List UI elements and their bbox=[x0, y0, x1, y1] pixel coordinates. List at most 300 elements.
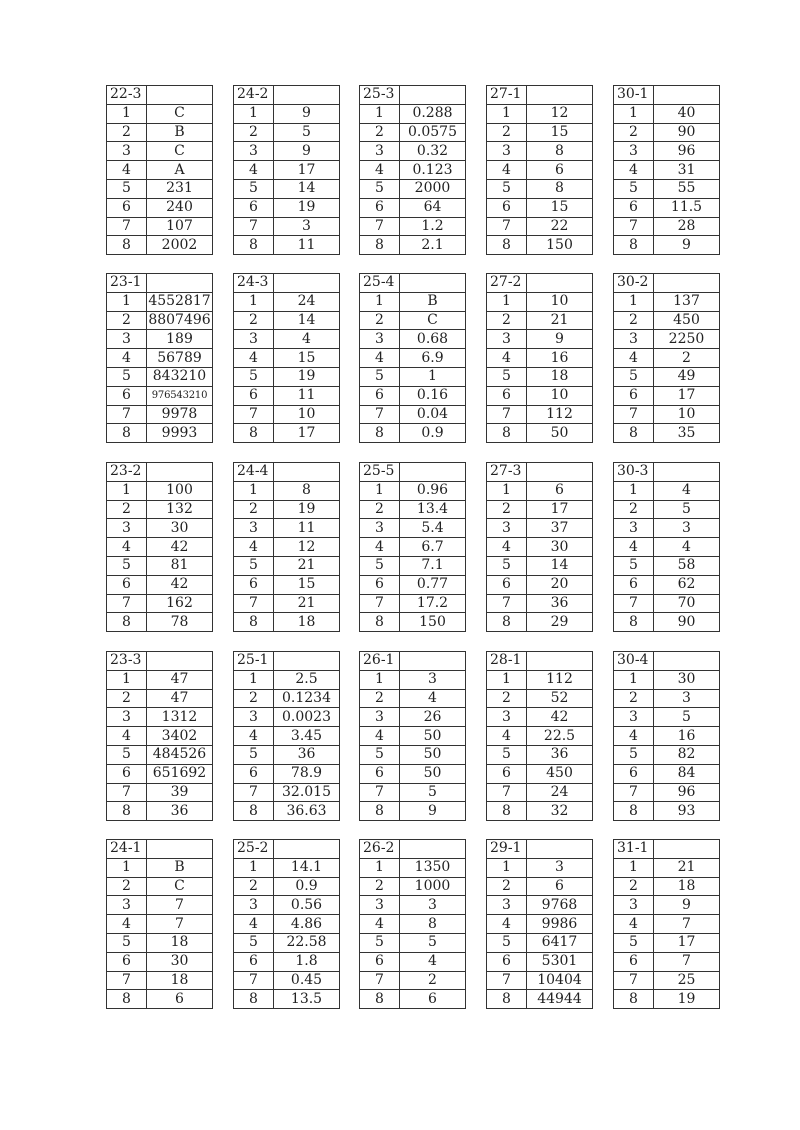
answer-value: 14 bbox=[274, 311, 340, 330]
table-row bbox=[614, 104, 720, 123]
answer-value: 9 bbox=[400, 802, 466, 821]
table-row bbox=[234, 802, 340, 821]
question-number: 5 bbox=[107, 367, 147, 386]
table-row bbox=[487, 367, 593, 386]
question-number: 8 bbox=[360, 424, 400, 443]
answer-table-25-1 bbox=[233, 651, 340, 821]
question-number: 1 bbox=[234, 858, 274, 877]
answer-value: 8 bbox=[274, 481, 340, 500]
table-row bbox=[234, 896, 340, 915]
answer-table-24-4 bbox=[233, 462, 340, 632]
table-row bbox=[234, 594, 340, 613]
answer-value: 5 bbox=[274, 123, 340, 142]
table-header-blank bbox=[654, 840, 720, 859]
answer-value: 30 bbox=[654, 670, 720, 689]
table-row bbox=[234, 198, 340, 217]
table-row bbox=[487, 858, 593, 877]
question-number: 4 bbox=[107, 349, 147, 368]
table-row bbox=[487, 386, 593, 405]
answer-value: 7 bbox=[654, 915, 720, 934]
answer-value: 3 bbox=[274, 217, 340, 236]
table-row bbox=[614, 538, 720, 557]
answer-value: 21 bbox=[274, 556, 340, 575]
answer-value: 32 bbox=[527, 802, 593, 821]
answer-value: 2 bbox=[400, 971, 466, 990]
table-row bbox=[234, 405, 340, 424]
question-number: 7 bbox=[487, 217, 527, 236]
answer-value: 29 bbox=[527, 613, 593, 632]
question-number: 6 bbox=[234, 952, 274, 971]
answer-value: 240 bbox=[147, 198, 213, 217]
answer-value: 15 bbox=[274, 575, 340, 594]
question-number: 2 bbox=[107, 123, 147, 142]
question-number: 3 bbox=[107, 896, 147, 915]
table-row bbox=[107, 575, 213, 594]
question-number: 1 bbox=[487, 481, 527, 500]
table-header-blank bbox=[400, 652, 466, 671]
table-row bbox=[487, 783, 593, 802]
table-row bbox=[360, 161, 466, 180]
question-number: 3 bbox=[614, 142, 654, 161]
table-header-blank bbox=[527, 840, 593, 859]
table-row bbox=[360, 142, 466, 161]
answer-value: 0.0575 bbox=[400, 123, 466, 142]
table-id: 29-1 bbox=[487, 840, 527, 859]
table-id: 30-4 bbox=[614, 652, 654, 671]
answer-value: 10 bbox=[274, 405, 340, 424]
table-row bbox=[487, 179, 593, 198]
question-number: 4 bbox=[614, 727, 654, 746]
table-row bbox=[487, 971, 593, 990]
answer-value: 2002 bbox=[147, 236, 213, 255]
answer-value: 18 bbox=[654, 877, 720, 896]
question-number: 7 bbox=[487, 405, 527, 424]
table-row bbox=[107, 556, 213, 575]
question-number: 2 bbox=[234, 500, 274, 519]
answer-value: 22.58 bbox=[274, 933, 340, 952]
table-row bbox=[487, 104, 593, 123]
question-number: 3 bbox=[107, 708, 147, 727]
question-number: 5 bbox=[360, 933, 400, 952]
answer-value: 6 bbox=[400, 990, 466, 1009]
table-header-blank bbox=[527, 463, 593, 482]
answer-value: 36 bbox=[274, 745, 340, 764]
question-number: 2 bbox=[487, 311, 527, 330]
answer-value: 10 bbox=[654, 405, 720, 424]
question-number: 3 bbox=[234, 896, 274, 915]
question-number: 2 bbox=[487, 689, 527, 708]
answer-table-30-4 bbox=[613, 651, 720, 821]
answer-value: 15 bbox=[274, 349, 340, 368]
answer-value: 7 bbox=[147, 915, 213, 934]
table-header-blank bbox=[400, 274, 466, 293]
question-number: 3 bbox=[487, 896, 527, 915]
question-number: 6 bbox=[107, 386, 147, 405]
table-row bbox=[614, 424, 720, 443]
table-row bbox=[360, 990, 466, 1009]
question-number: 4 bbox=[107, 161, 147, 180]
table-id: 26-1 bbox=[360, 652, 400, 671]
table-row bbox=[234, 745, 340, 764]
answer-value: 6 bbox=[527, 877, 593, 896]
question-number: 5 bbox=[614, 933, 654, 952]
question-number: 4 bbox=[107, 727, 147, 746]
answer-value: 4 bbox=[654, 481, 720, 500]
answer-value: 484526 bbox=[147, 745, 213, 764]
table-row bbox=[234, 783, 340, 802]
table-row bbox=[487, 538, 593, 557]
answer-value: 18 bbox=[274, 613, 340, 632]
question-number: 2 bbox=[360, 311, 400, 330]
question-number: 3 bbox=[487, 708, 527, 727]
question-number: 2 bbox=[360, 123, 400, 142]
table-row bbox=[487, 405, 593, 424]
table-id: 25-4 bbox=[360, 274, 400, 293]
answer-value: 42 bbox=[147, 538, 213, 557]
answer-value: 16 bbox=[654, 727, 720, 746]
question-number: 5 bbox=[360, 556, 400, 575]
question-number: 1 bbox=[487, 670, 527, 689]
answer-value: 3402 bbox=[147, 727, 213, 746]
table-id: 27-1 bbox=[487, 86, 527, 105]
answer-value: 47 bbox=[147, 689, 213, 708]
question-number: 6 bbox=[234, 386, 274, 405]
table-row bbox=[234, 142, 340, 161]
table-row bbox=[487, 236, 593, 255]
table-header-blank bbox=[654, 463, 720, 482]
question-number: 3 bbox=[234, 330, 274, 349]
question-number: 5 bbox=[234, 556, 274, 575]
table-row bbox=[107, 783, 213, 802]
answer-value: 6 bbox=[527, 161, 593, 180]
table-row bbox=[614, 311, 720, 330]
table-row bbox=[487, 161, 593, 180]
table-row bbox=[107, 708, 213, 727]
answer-value: 93 bbox=[654, 802, 720, 821]
answer-value: 17 bbox=[654, 386, 720, 405]
table-row bbox=[107, 594, 213, 613]
question-number: 6 bbox=[487, 952, 527, 971]
question-number: 7 bbox=[614, 405, 654, 424]
question-number: 1 bbox=[360, 670, 400, 689]
answer-value: 19 bbox=[274, 500, 340, 519]
question-number: 3 bbox=[614, 330, 654, 349]
table-header-blank bbox=[654, 274, 720, 293]
table-header-blank bbox=[147, 86, 213, 105]
table-row bbox=[107, 727, 213, 746]
table-row bbox=[614, 161, 720, 180]
answer-value: 2.1 bbox=[400, 236, 466, 255]
answer-value: 1312 bbox=[147, 708, 213, 727]
question-number: 1 bbox=[487, 104, 527, 123]
question-number: 4 bbox=[614, 915, 654, 934]
answer-value: 36 bbox=[147, 802, 213, 821]
table-row bbox=[107, 179, 213, 198]
question-number: 7 bbox=[614, 971, 654, 990]
table-header-blank bbox=[147, 652, 213, 671]
table-row bbox=[360, 575, 466, 594]
table-row bbox=[614, 330, 720, 349]
question-number: 2 bbox=[487, 500, 527, 519]
answer-value: 10404 bbox=[527, 971, 593, 990]
table-row bbox=[487, 311, 593, 330]
answer-value: 82 bbox=[654, 745, 720, 764]
question-number: 8 bbox=[360, 990, 400, 1009]
table-row bbox=[487, 802, 593, 821]
table-row bbox=[614, 689, 720, 708]
answer-value: 30 bbox=[147, 952, 213, 971]
answer-value: 21 bbox=[274, 594, 340, 613]
table-id: 25-2 bbox=[234, 840, 274, 859]
question-number: 6 bbox=[234, 575, 274, 594]
table-row bbox=[487, 198, 593, 217]
question-number: 1 bbox=[234, 292, 274, 311]
answer-value: 25 bbox=[654, 971, 720, 990]
table-row bbox=[234, 990, 340, 1009]
answer-value: 20 bbox=[527, 575, 593, 594]
table-id: 24-1 bbox=[107, 840, 147, 859]
table-row bbox=[614, 236, 720, 255]
answer-value: 26 bbox=[400, 708, 466, 727]
question-number: 5 bbox=[107, 179, 147, 198]
answer-value: 14.1 bbox=[274, 858, 340, 877]
question-number: 1 bbox=[487, 858, 527, 877]
question-number: 7 bbox=[487, 783, 527, 802]
table-row bbox=[107, 405, 213, 424]
table-row bbox=[360, 538, 466, 557]
question-number: 4 bbox=[234, 161, 274, 180]
answer-value: 100 bbox=[147, 481, 213, 500]
question-number: 6 bbox=[107, 198, 147, 217]
answer-table-27-1 bbox=[486, 85, 593, 255]
question-number: 8 bbox=[107, 236, 147, 255]
answer-value: 150 bbox=[400, 613, 466, 632]
question-number: 6 bbox=[487, 764, 527, 783]
table-row bbox=[234, 538, 340, 557]
answer-value: 10 bbox=[527, 386, 593, 405]
answer-value: 17 bbox=[274, 161, 340, 180]
answer-value: 5 bbox=[400, 783, 466, 802]
table-row bbox=[487, 142, 593, 161]
table-row bbox=[614, 217, 720, 236]
question-number: 6 bbox=[360, 575, 400, 594]
table-row bbox=[360, 481, 466, 500]
table-row bbox=[360, 613, 466, 632]
answer-value: 32.015 bbox=[274, 783, 340, 802]
answer-value: 96 bbox=[654, 142, 720, 161]
table-row bbox=[360, 556, 466, 575]
table-row bbox=[234, 104, 340, 123]
question-number: 7 bbox=[107, 405, 147, 424]
answer-value: 7 bbox=[147, 896, 213, 915]
table-row bbox=[107, 915, 213, 934]
question-number: 2 bbox=[107, 877, 147, 896]
table-id: 31-1 bbox=[614, 840, 654, 859]
question-number: 3 bbox=[234, 142, 274, 161]
answer-value: 13.5 bbox=[274, 990, 340, 1009]
table-row bbox=[234, 556, 340, 575]
question-number: 5 bbox=[614, 179, 654, 198]
table-row bbox=[614, 179, 720, 198]
question-number: 6 bbox=[614, 575, 654, 594]
question-number: 5 bbox=[487, 367, 527, 386]
answer-value: 8 bbox=[527, 179, 593, 198]
table-row bbox=[107, 971, 213, 990]
answer-value: 4 bbox=[654, 538, 720, 557]
question-number: 7 bbox=[360, 405, 400, 424]
question-number: 2 bbox=[234, 311, 274, 330]
question-number: 5 bbox=[614, 745, 654, 764]
answer-value: 11.5 bbox=[654, 198, 720, 217]
table-row bbox=[107, 161, 213, 180]
question-number: 8 bbox=[360, 613, 400, 632]
answer-value: 2250 bbox=[654, 330, 720, 349]
question-number: 5 bbox=[360, 745, 400, 764]
table-row bbox=[487, 217, 593, 236]
question-number: 2 bbox=[360, 689, 400, 708]
question-number: 4 bbox=[360, 161, 400, 180]
question-number: 4 bbox=[360, 915, 400, 934]
table-row bbox=[360, 405, 466, 424]
question-number: 7 bbox=[107, 217, 147, 236]
answer-value: 3 bbox=[654, 689, 720, 708]
answer-value: 9 bbox=[274, 104, 340, 123]
answer-value: 6.7 bbox=[400, 538, 466, 557]
answer-value: 9 bbox=[654, 896, 720, 915]
table-row bbox=[614, 933, 720, 952]
question-number: 2 bbox=[614, 311, 654, 330]
question-number: 4 bbox=[487, 161, 527, 180]
answer-value: 16 bbox=[527, 349, 593, 368]
table-row bbox=[614, 519, 720, 538]
question-number: 7 bbox=[614, 217, 654, 236]
answer-value: 0.45 bbox=[274, 971, 340, 990]
answer-value: 976543210 bbox=[147, 386, 213, 405]
answer-value: 50 bbox=[400, 764, 466, 783]
table-row bbox=[614, 198, 720, 217]
question-number: 5 bbox=[234, 367, 274, 386]
answer-value: C bbox=[147, 104, 213, 123]
answer-value: 150 bbox=[527, 236, 593, 255]
table-row bbox=[360, 330, 466, 349]
answer-value: 30 bbox=[147, 519, 213, 538]
table-row bbox=[360, 594, 466, 613]
table-row bbox=[614, 405, 720, 424]
question-number: 6 bbox=[360, 198, 400, 217]
table-row bbox=[614, 670, 720, 689]
answer-value: 112 bbox=[527, 670, 593, 689]
answer-value: 9993 bbox=[147, 424, 213, 443]
answer-value: 11 bbox=[274, 519, 340, 538]
answer-table-25-4 bbox=[359, 273, 466, 443]
question-number: 4 bbox=[360, 727, 400, 746]
question-number: 5 bbox=[487, 745, 527, 764]
table-row bbox=[487, 727, 593, 746]
answer-value: 42 bbox=[527, 708, 593, 727]
table-row bbox=[107, 802, 213, 821]
question-number: 6 bbox=[107, 764, 147, 783]
table-row bbox=[360, 123, 466, 142]
table-row bbox=[360, 877, 466, 896]
table-header-blank bbox=[654, 86, 720, 105]
table-row bbox=[107, 896, 213, 915]
answer-value: 8807496 bbox=[148, 311, 211, 328]
answer-value: 15 bbox=[527, 198, 593, 217]
question-number: 8 bbox=[107, 613, 147, 632]
table-row bbox=[107, 367, 213, 386]
answer-value: 8 bbox=[527, 142, 593, 161]
answer-value: 0.68 bbox=[400, 330, 466, 349]
table-row bbox=[614, 613, 720, 632]
answer-value: 843210 bbox=[147, 367, 213, 386]
answer-value: 189 bbox=[147, 330, 213, 349]
question-number: 8 bbox=[614, 236, 654, 255]
question-number: 4 bbox=[234, 915, 274, 934]
answer-value: 13.4 bbox=[400, 500, 466, 519]
answer-value: 56789 bbox=[147, 349, 213, 368]
table-id: 23-3 bbox=[107, 652, 147, 671]
question-number: 4 bbox=[487, 915, 527, 934]
question-number: 2 bbox=[614, 500, 654, 519]
answer-value: 3 bbox=[400, 670, 466, 689]
answer-value: 0.56 bbox=[274, 896, 340, 915]
answer-value: 107 bbox=[147, 217, 213, 236]
question-number: 7 bbox=[107, 971, 147, 990]
question-number: 7 bbox=[107, 594, 147, 613]
answer-value: 12 bbox=[527, 104, 593, 123]
answer-value: 50 bbox=[527, 424, 593, 443]
table-row bbox=[487, 575, 593, 594]
table-row bbox=[360, 519, 466, 538]
table-header-blank bbox=[147, 463, 213, 482]
table-row bbox=[614, 858, 720, 877]
table-header-blank bbox=[527, 274, 593, 293]
question-number: 3 bbox=[107, 519, 147, 538]
table-row bbox=[360, 952, 466, 971]
table-header-blank bbox=[147, 274, 213, 293]
table-row bbox=[614, 764, 720, 783]
table-row bbox=[614, 783, 720, 802]
answer-value: 84 bbox=[654, 764, 720, 783]
answer-value: 3 bbox=[527, 858, 593, 877]
table-id: 27-2 bbox=[487, 274, 527, 293]
table-row bbox=[360, 689, 466, 708]
question-number: 5 bbox=[234, 933, 274, 952]
answer-value: 12 bbox=[274, 538, 340, 557]
answer-value: 30 bbox=[527, 538, 593, 557]
question-number: 3 bbox=[614, 708, 654, 727]
question-number: 4 bbox=[234, 538, 274, 557]
question-number: 4 bbox=[487, 727, 527, 746]
question-number: 7 bbox=[107, 783, 147, 802]
question-number: 1 bbox=[107, 858, 147, 877]
table-id: 30-3 bbox=[614, 463, 654, 482]
table-row bbox=[487, 349, 593, 368]
table-row bbox=[234, 481, 340, 500]
table-row bbox=[107, 330, 213, 349]
table-row bbox=[360, 236, 466, 255]
question-number: 1 bbox=[614, 292, 654, 311]
answer-value: 0.77 bbox=[400, 575, 466, 594]
question-number: 2 bbox=[234, 877, 274, 896]
question-number: 4 bbox=[487, 349, 527, 368]
table-row bbox=[487, 745, 593, 764]
answer-value: 1 bbox=[400, 367, 466, 386]
question-number: 7 bbox=[234, 405, 274, 424]
question-number: 5 bbox=[234, 179, 274, 198]
table-id: 24-4 bbox=[234, 463, 274, 482]
answer-value: 3.45 bbox=[274, 727, 340, 746]
